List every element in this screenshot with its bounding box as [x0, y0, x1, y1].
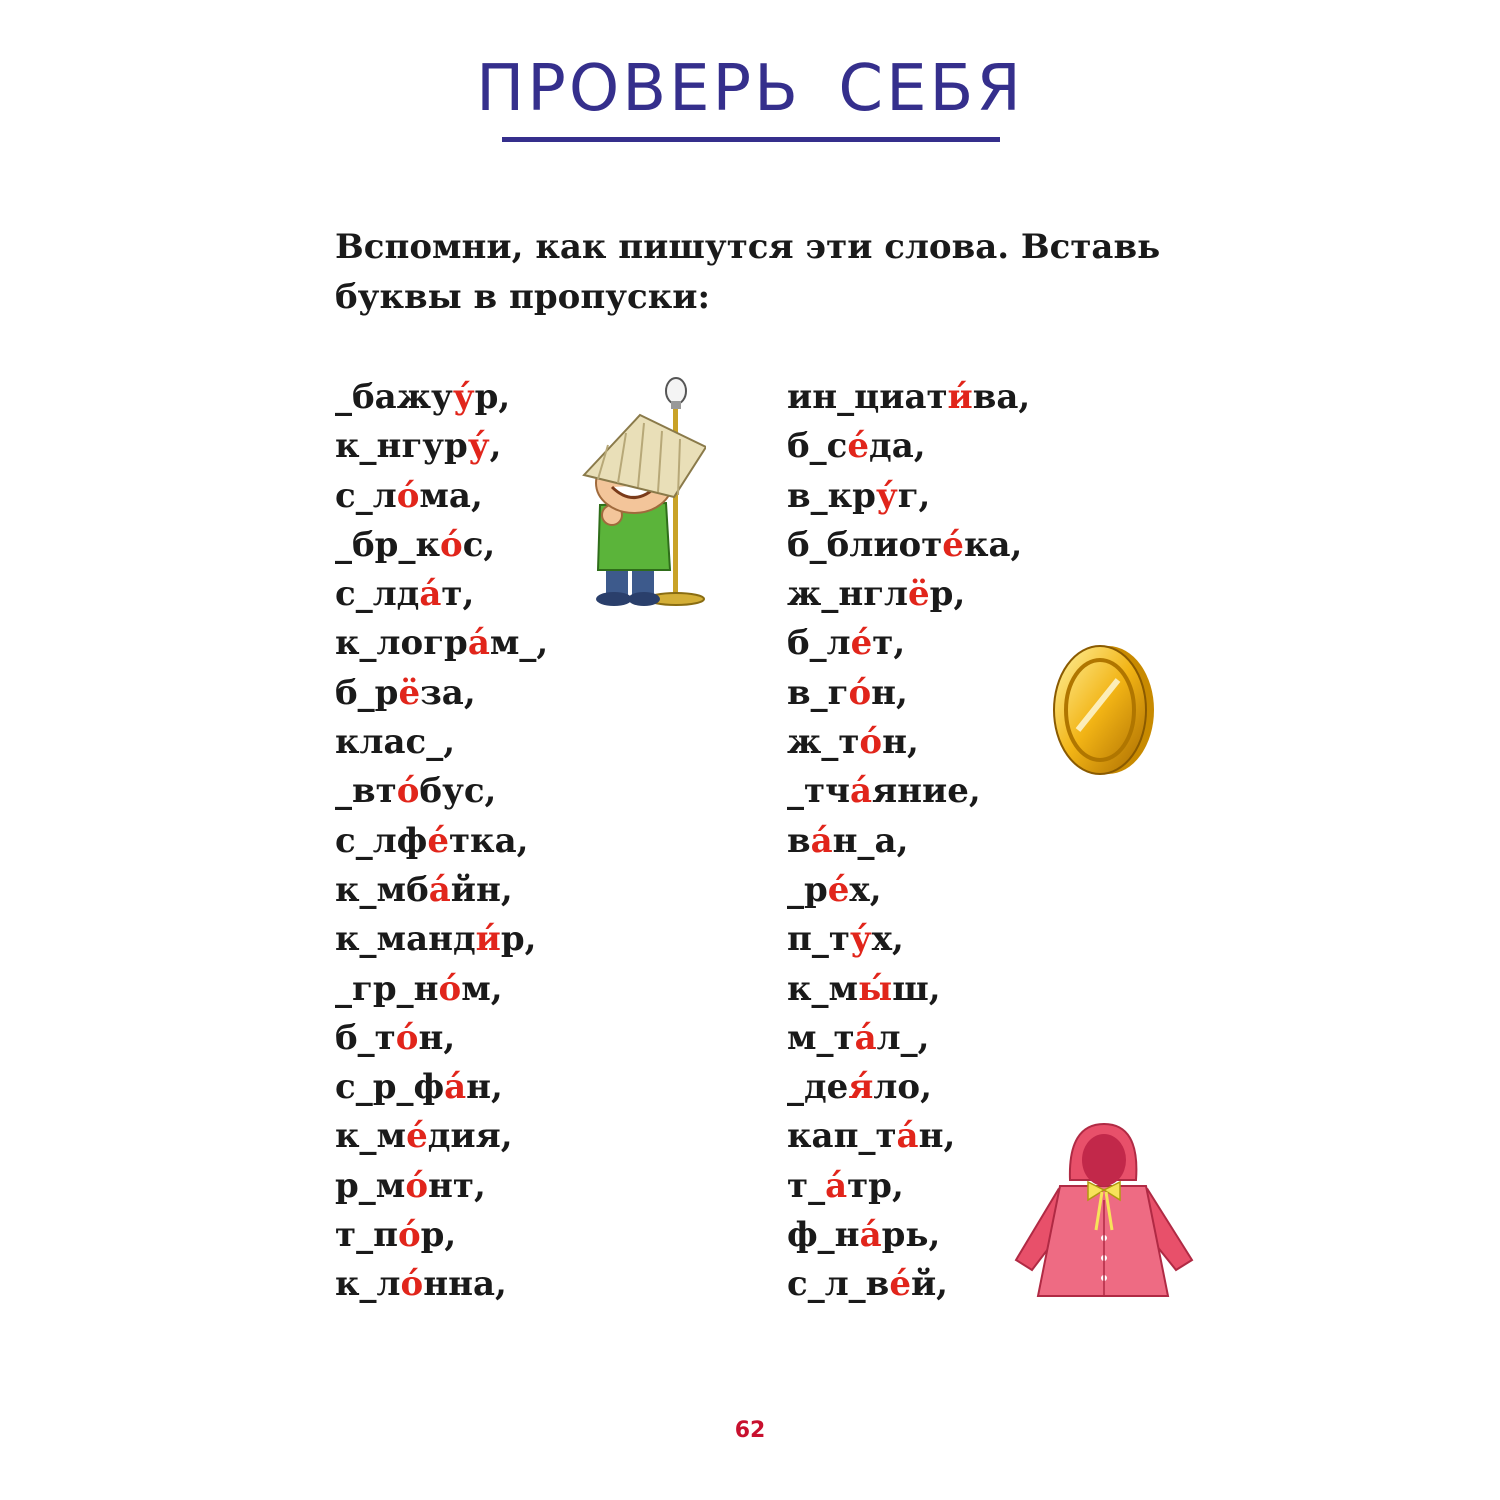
- stressed-vowel: о́: [859, 722, 883, 763]
- word-text: ма,: [419, 475, 483, 516]
- word-text: м,: [461, 968, 503, 1009]
- stressed-vowel: о́: [848, 672, 872, 713]
- word-item: [787, 1014, 1030, 1063]
- word-text: бус,: [419, 771, 497, 812]
- page-number: 62: [734, 1418, 766, 1443]
- stressed-vowel: е́: [827, 869, 850, 910]
- word-text: б_блиот: [787, 524, 943, 565]
- stressed-vowel: а́: [810, 820, 833, 861]
- word-text: н,: [418, 1017, 456, 1058]
- word-text: р,: [500, 919, 537, 960]
- word-item: [787, 767, 1030, 816]
- stressed-vowel: е́: [427, 820, 449, 861]
- stressed-vowel: о́: [400, 1264, 424, 1305]
- word-item: [335, 817, 548, 866]
- word-text: йн,: [450, 869, 513, 910]
- word-text: п_т: [787, 919, 850, 960]
- word-text: ,: [489, 426, 502, 467]
- word-item: [787, 1260, 1030, 1309]
- word-text: т,: [872, 623, 906, 664]
- word-list-left: [335, 373, 548, 1310]
- word-text: ин_циат: [787, 377, 948, 417]
- word-text: ло,: [873, 1067, 932, 1108]
- word-text: н,: [871, 672, 908, 713]
- word-text: м_,: [489, 623, 549, 664]
- word-text: тр,: [847, 1165, 904, 1206]
- word-item: [335, 866, 548, 915]
- word-item: [787, 718, 1030, 767]
- stressed-vowel: а́: [444, 1067, 467, 1108]
- word-item: [335, 669, 548, 718]
- word-text: ф_н: [787, 1215, 860, 1256]
- word-item: [787, 373, 1030, 422]
- stressed-vowel: а́: [849, 771, 872, 812]
- word-item: [787, 521, 1030, 570]
- stressed-vowel: и́: [475, 919, 501, 960]
- word-text: ж_нгл: [787, 574, 909, 615]
- stressed-vowel: е́: [850, 623, 873, 664]
- word-text: к_л: [335, 1264, 401, 1305]
- stressed-vowel: е́: [406, 1116, 428, 1157]
- word-list-right: [787, 373, 1030, 1310]
- word-text: х,: [849, 869, 882, 910]
- word-text: за,: [420, 672, 476, 713]
- word-text: х,: [871, 919, 904, 960]
- stressed-vowel: о́: [405, 1165, 428, 1206]
- word-text: с_л: [335, 475, 397, 516]
- title-underline: [502, 137, 1000, 142]
- stressed-vowel: а́: [467, 623, 490, 664]
- stressed-vowel: о́: [396, 771, 420, 812]
- word-text: к_манд: [335, 919, 476, 960]
- word-item: [787, 1063, 1030, 1112]
- word-item: [787, 669, 1030, 718]
- stressed-vowel: у́: [452, 377, 475, 417]
- word-text: кап_т: [787, 1116, 897, 1157]
- word-text: с_л_в: [787, 1264, 890, 1305]
- stressed-vowel: у́: [467, 426, 490, 467]
- word-text: тка,: [448, 820, 529, 861]
- word-text: ж_т: [787, 722, 860, 763]
- word-item: [335, 422, 548, 471]
- stressed-vowel: у́: [849, 919, 872, 960]
- stressed-vowel: а́: [854, 1017, 877, 1058]
- stressed-vowel: е́: [942, 524, 964, 565]
- word-item: [787, 1112, 1030, 1161]
- word-text: к_м: [787, 968, 859, 1009]
- word-text: с_лф: [335, 820, 428, 861]
- word-text: к_логр: [335, 623, 468, 664]
- word-item: [787, 570, 1030, 619]
- word-text: клас_,: [335, 722, 456, 763]
- stressed-vowel: о́: [440, 524, 463, 565]
- word-text: с_лд: [335, 574, 420, 615]
- word-item: [787, 1162, 1030, 1211]
- word-text: н,: [918, 1116, 956, 1157]
- word-text: л_,: [876, 1017, 930, 1058]
- word-text: в_кр: [787, 475, 876, 516]
- word-text: к_м: [335, 1116, 407, 1157]
- word-text: б_с: [787, 426, 848, 467]
- word-text: б_л: [787, 623, 851, 664]
- word-text: р_м: [335, 1165, 406, 1206]
- word-text: яние,: [871, 771, 981, 812]
- boy-with-lampshade-icon: [578, 375, 706, 607]
- word-text: к_мб: [335, 869, 429, 910]
- word-item: [335, 472, 548, 521]
- word-text: да,: [869, 426, 926, 467]
- word-item: [335, 619, 548, 668]
- word-item: [335, 767, 548, 816]
- word-item: [787, 619, 1030, 668]
- word-item: [335, 521, 548, 570]
- word-item: [335, 1014, 548, 1063]
- word-item: [787, 1211, 1030, 1260]
- word-text: _вт: [335, 771, 397, 812]
- word-text: нт,: [428, 1165, 486, 1206]
- word-text: рь,: [881, 1215, 941, 1256]
- word-item: [335, 373, 548, 422]
- word-item: [335, 1211, 548, 1260]
- word-text: дия,: [427, 1116, 513, 1157]
- word-item: [787, 965, 1030, 1014]
- word-text: _тч: [787, 771, 850, 812]
- word-item: [335, 965, 548, 1014]
- page-title: ПРОВЕРЬ СЕБЯ: [476, 52, 1024, 126]
- word-text: _бр_к: [335, 524, 441, 565]
- word-item: [787, 915, 1030, 964]
- stressed-vowel: е́: [889, 1264, 911, 1305]
- word-item: [335, 1260, 548, 1309]
- word-text: _р: [787, 869, 828, 910]
- word-text: н_а,: [832, 820, 909, 861]
- word-text: ка,: [963, 524, 1023, 565]
- stressed-vowel: и́: [947, 377, 973, 417]
- word-text: в: [787, 820, 811, 861]
- word-text: _де: [787, 1067, 849, 1108]
- word-text: р,: [474, 377, 511, 417]
- stressed-vowel: а́: [428, 869, 451, 910]
- word-item: [787, 472, 1030, 521]
- word-text: ва,: [972, 377, 1031, 417]
- exercise-instruction: Вспомни, как пишутся эти слова. Вставь буквы в пропуски:: [335, 227, 1161, 317]
- word-item: [787, 422, 1030, 471]
- stressed-vowel: а́: [896, 1116, 919, 1157]
- word-text: ш,: [892, 968, 941, 1009]
- stressed-vowel: у́: [875, 475, 898, 516]
- stressed-vowel: а́: [825, 1165, 848, 1206]
- word-text: с,: [462, 524, 496, 565]
- word-item: [335, 1162, 548, 1211]
- word-text: в_г: [787, 672, 849, 713]
- word-text: г,: [897, 475, 931, 516]
- word-text: й,: [910, 1264, 949, 1305]
- word-text: нна,: [423, 1264, 507, 1305]
- word-text: р,: [420, 1215, 457, 1256]
- word-text: н,: [882, 722, 919, 763]
- stressed-vowel: о́: [397, 1215, 421, 1256]
- stressed-vowel: ё: [398, 672, 421, 713]
- word-text: б_р: [335, 672, 399, 713]
- word-item: [787, 817, 1030, 866]
- gold-coin-icon: [1048, 640, 1158, 780]
- stressed-vowel: я́: [848, 1067, 874, 1108]
- word-text: т_п: [335, 1215, 398, 1256]
- stressed-vowel: е́: [847, 426, 870, 467]
- word-item: [335, 915, 548, 964]
- word-item: [335, 718, 548, 767]
- word-text: б_т: [335, 1017, 396, 1058]
- word-text: _бажу: [335, 377, 453, 417]
- word-text: с_р_ф: [335, 1067, 445, 1108]
- word-text: т,: [441, 574, 475, 615]
- word-item: [335, 1063, 548, 1112]
- pink-raincoat-icon: [1008, 1120, 1198, 1300]
- word-text: м_т: [787, 1017, 855, 1058]
- word-text: _гр_н: [335, 968, 439, 1009]
- stressed-vowel: а́: [859, 1215, 882, 1256]
- stressed-vowel: о́: [395, 1017, 419, 1058]
- word-text: к_нгур: [335, 426, 468, 467]
- stressed-vowel: ё: [908, 574, 930, 615]
- stressed-vowel: ы́: [858, 968, 893, 1009]
- stressed-vowel: о́: [396, 475, 420, 516]
- word-item: [335, 1112, 548, 1161]
- word-text: т_: [787, 1165, 826, 1206]
- word-text: н,: [466, 1067, 503, 1108]
- word-item: [787, 866, 1030, 915]
- stressed-vowel: а́: [419, 574, 442, 615]
- word-text: р,: [929, 574, 966, 615]
- stressed-vowel: о́: [438, 968, 462, 1009]
- word-item: [335, 570, 548, 619]
